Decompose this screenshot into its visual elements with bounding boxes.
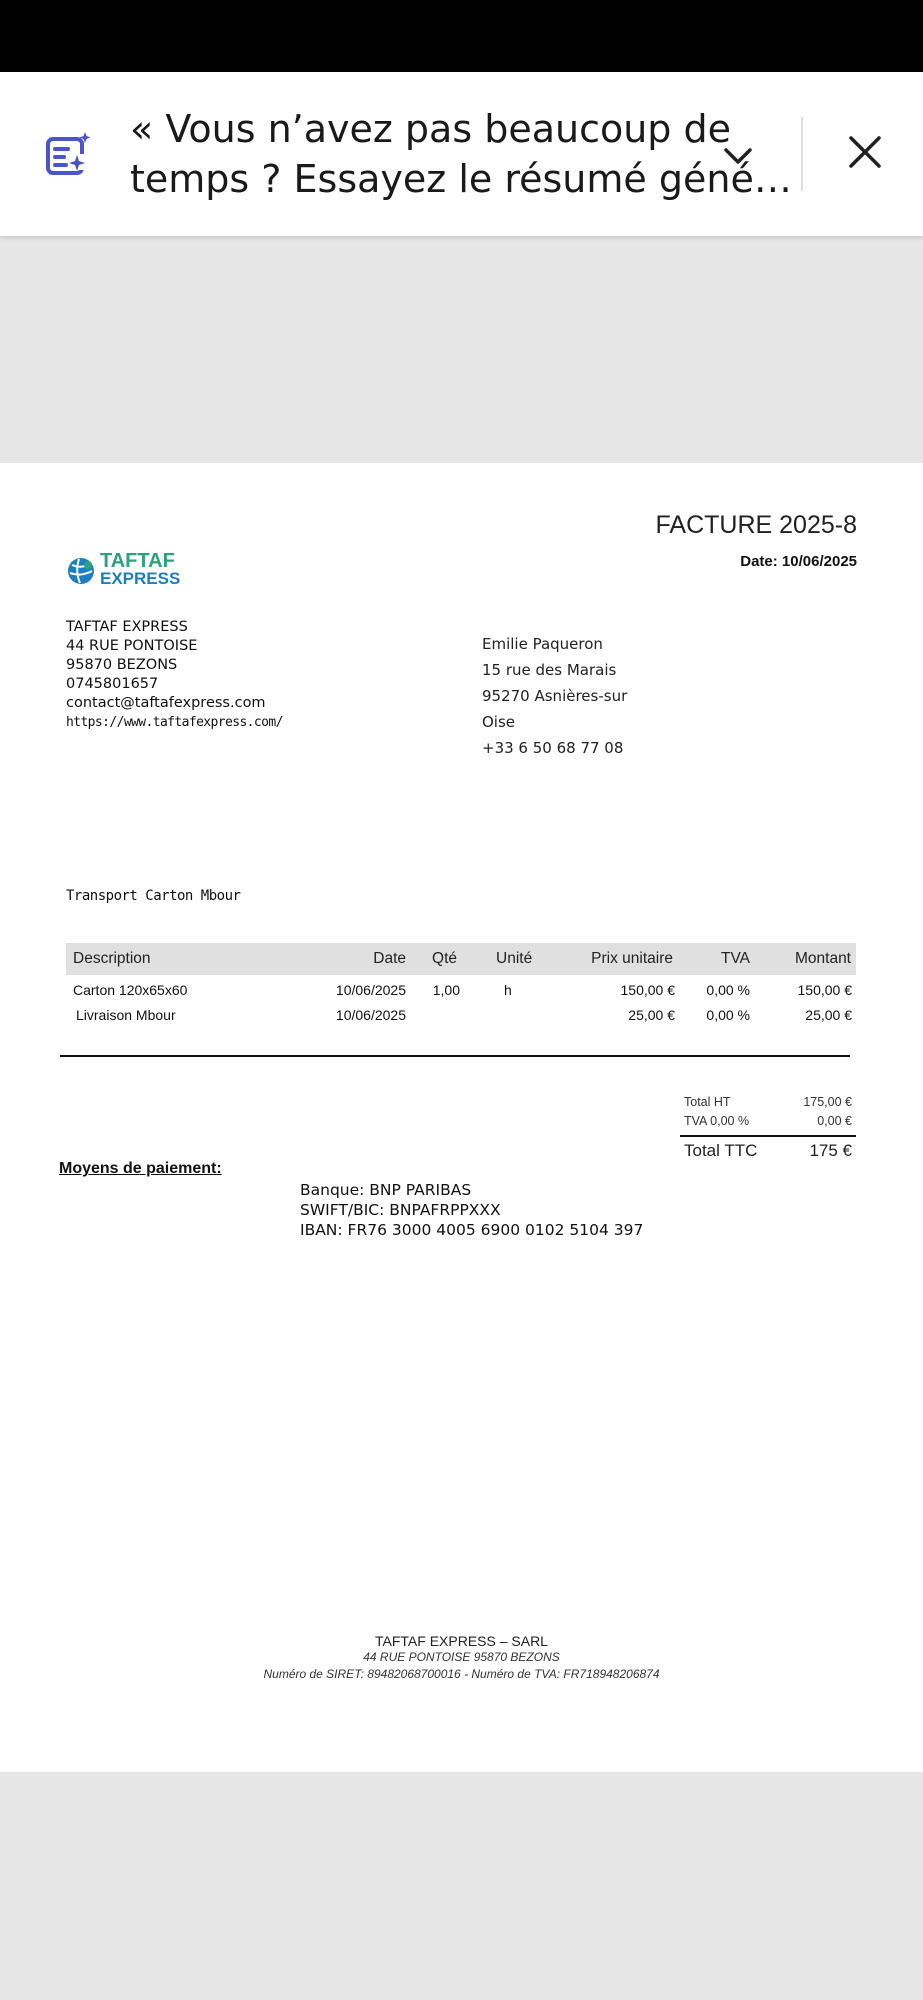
total-tva-label: TVA 0,00 % <box>684 1114 750 1128</box>
cell-qty: 1,00 <box>432 982 460 998</box>
invoice-title: FACTURE 2025-8 <box>655 511 857 539</box>
sender-line: TAFTAF EXPRESS <box>66 619 188 635</box>
divider <box>801 117 803 191</box>
invoice-subject: Transport Carton Mbour <box>66 888 241 904</box>
col-amount: Montant <box>794 950 851 967</box>
total-ht-label: Total HT <box>684 1095 731 1109</box>
client-line: 95270 Asnières-sur <box>482 687 628 705</box>
globe-icon <box>66 556 96 586</box>
sender-email[interactable]: contact@taftafexpress.com <box>66 695 266 711</box>
logo-text: EXPRESS <box>100 569 181 588</box>
cell-date: 10/06/2025 <box>335 982 406 998</box>
payment-title: Moyens de paiement: <box>59 1160 222 1177</box>
invoice-date: Date: 10/06/2025 <box>740 553 857 570</box>
divider <box>60 1055 850 1057</box>
banner-message-line: temps ? Essayez le résumé géné… <box>130 157 792 201</box>
cell-description: Carton 120x65x60 <box>73 982 188 998</box>
table-row <box>66 1007 856 1031</box>
divider <box>680 1135 856 1137</box>
total-ht-row <box>680 1095 856 1114</box>
client-line: 15 rue des Marais <box>482 661 617 679</box>
banner-message-line: « Vous n’avez pas beaucoup de <box>130 107 732 151</box>
chevron-down-icon[interactable] <box>718 136 758 176</box>
banner-message[interactable] <box>130 104 792 204</box>
footer-address: 44 RUE PONTOISE 95870 BEZONS <box>363 1650 560 1664</box>
table-header <box>66 943 856 975</box>
sender-address <box>66 618 283 732</box>
client-line: Oise <box>482 713 516 731</box>
ai-summary-banner[interactable] <box>0 72 923 236</box>
bank-name: Banque: BNP PARIBAS <box>300 1181 472 1199</box>
total-ttc-row <box>680 1141 856 1163</box>
sender-line: 95870 BEZONS <box>66 657 178 673</box>
cell-tva: 0,00 % <box>706 1007 750 1023</box>
cell-amount: 150,00 € <box>797 982 852 998</box>
logo-text: TAFTAF <box>100 550 175 572</box>
total-ht-value: 175,00 € <box>803 1095 852 1109</box>
bank-iban: IBAN: FR76 3000 4005 6900 0102 5104 397 <box>300 1221 644 1239</box>
col-unit: Unité <box>496 950 533 967</box>
totals-block <box>680 1095 856 1163</box>
invoice-page <box>0 463 923 1772</box>
cell-amount: 25,00 € <box>805 1007 852 1023</box>
close-icon[interactable] <box>846 133 884 171</box>
col-qty: Qté <box>432 950 457 967</box>
col-unit-price: Prix unitaire <box>591 950 673 967</box>
sender-line: 44 RUE PONTOISE <box>66 638 198 654</box>
cell-unit-price: 25,00 € <box>628 1007 675 1023</box>
cell-unit: h <box>504 982 512 998</box>
cell-description: Livraison Mbour <box>76 1007 176 1023</box>
total-ttc-label: Total TTC <box>684 1141 758 1160</box>
total-ttc-value: 175 € <box>809 1141 852 1160</box>
bank-swift: SWIFT/BIC: BNPAFRPPXXX <box>300 1201 501 1219</box>
table-row <box>66 982 856 1006</box>
ai-summary-icon <box>44 130 94 180</box>
client-address <box>482 631 627 761</box>
total-tva-row <box>680 1114 856 1133</box>
cell-date: 10/06/2025 <box>335 1007 406 1023</box>
total-tva-value: 0,00 € <box>817 1114 852 1128</box>
status-bar <box>0 0 923 72</box>
col-description: Description <box>73 950 151 967</box>
cell-unit-price: 150,00 € <box>620 982 675 998</box>
col-date: Date <box>373 950 406 967</box>
footer-legal: Numéro de SIRET: 89482068700016 - Numéro de TVA: FR718948206874 <box>263 1667 660 1681</box>
bank-details <box>300 1180 643 1240</box>
cell-tva: 0,00 % <box>706 982 750 998</box>
invoice-footer <box>0 1633 923 1681</box>
company-logo <box>66 550 196 593</box>
col-tva: TVA <box>721 950 750 967</box>
client-phone: +33 6 50 68 77 08 <box>482 739 624 757</box>
sender-website[interactable]: https://www.taftafexpress.com/ <box>66 715 283 730</box>
sender-line: 0745801657 <box>66 676 159 692</box>
footer-company: TAFTAF EXPRESS – SARL <box>375 1633 548 1649</box>
client-line: Emilie Paqueron <box>482 635 603 653</box>
